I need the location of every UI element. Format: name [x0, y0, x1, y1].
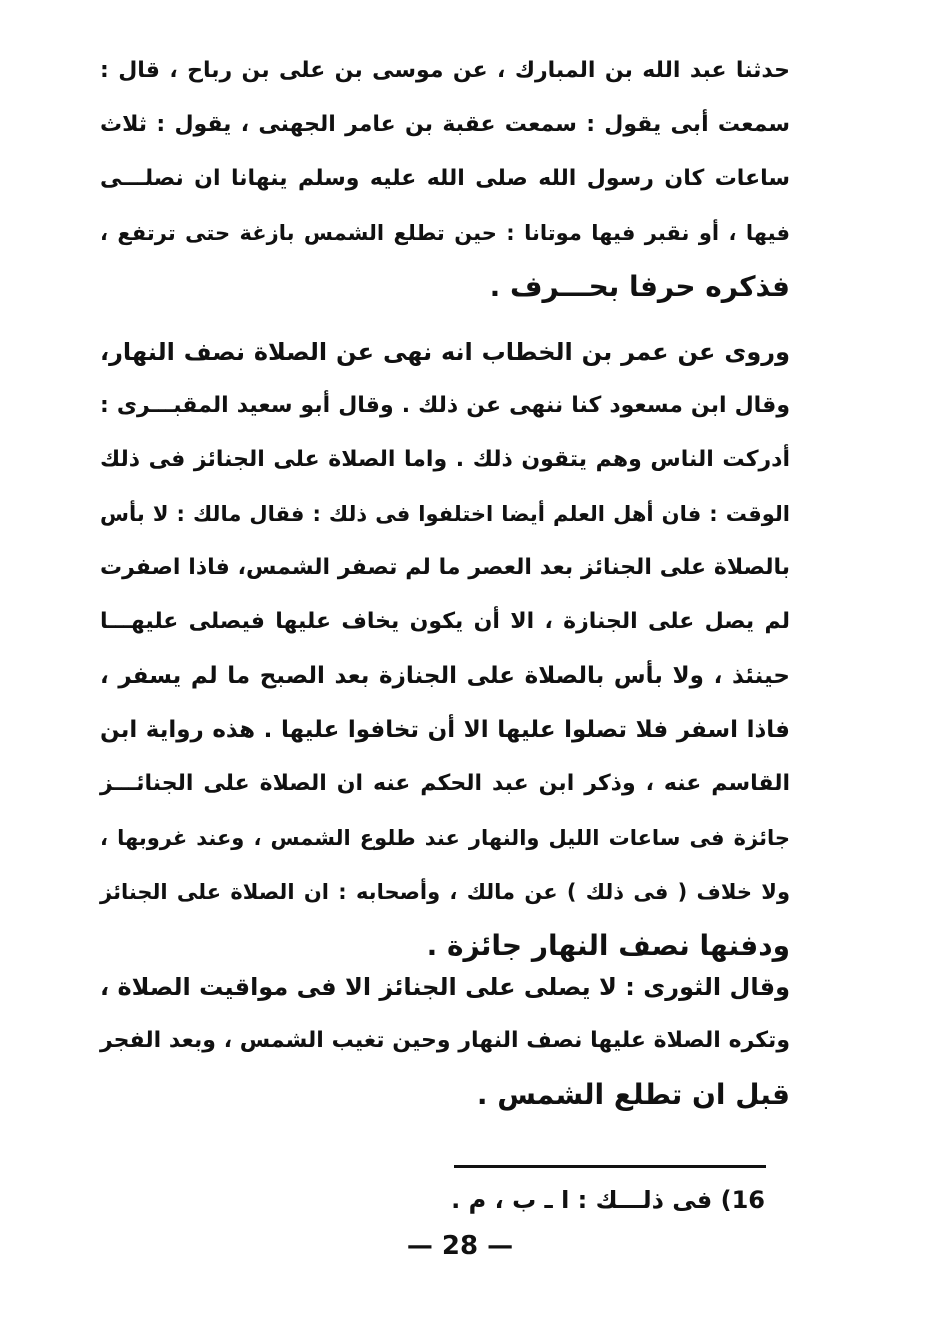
text-line: حينئذ ، ولا بأس بالصلاة على الجنازة بعد الصبح ما لم يسفر ، — [100, 663, 790, 689]
paragraph-2 — [100, 325, 790, 973]
paragraph-1 — [100, 44, 790, 314]
text-line: وقال ابن مسعود كنا ننهى عن ذلك . وقال أبو سعيد المقبـــرى : — [100, 393, 790, 418]
text-line: فيها ، أو نقبر فيها موتانا : حين تطلع الشمس بازغة حتى ترتفع ، — [100, 221, 790, 245]
text-line: لم يصل على الجنازة ، الا أن يكون يخاف عليها فيصلى عليهـــا — [100, 609, 790, 634]
text-line: وتكره الصلاة عليها نصف النهار وحين تغيب الشمس ، وبعد الفجر — [100, 1028, 790, 1053]
text-line: ولا خلاف ( فى ذلك ) عن مالك ، وأصحابه : ان الصلاة على الجنائز — [100, 880, 790, 904]
text-line: بالصلاة على الجنائز بعد العصر ما لم تصفر الشمس، فاذا اصفرت — [100, 555, 790, 580]
text-line: ساعات كان رسول الله صلى الله عليه وسلم ينهانا ان نصلـــى — [100, 166, 790, 191]
text-line: جائزة فى ساعات الليل والنهار عند طلوع الشمس ، وعند غروبها ، — [100, 826, 790, 850]
text-line: سمعت أبى يقول : سمعت عقبة بن عامر الجهنى ، يقول : ثلاث — [100, 112, 790, 137]
text-line: وروى عن عمر بن الخطاب انه نهى عن الصلاة نصف النهار، — [100, 338, 790, 366]
text-line: ودفنها نصف النهار جائزة . — [426, 929, 790, 962]
paragraph-3 — [100, 960, 790, 1122]
text-line: حدثنا عبد الله بن المبارك ، عن موسى بن على بن رباح ، قال : — [100, 58, 790, 83]
text-line: الوقت : فان أهل العلم أيضا اختلفوا فى ذلك : فقال مالك : لا بأس — [100, 502, 790, 526]
text-line: فذكره حرفا بحـــرف . — [489, 270, 790, 303]
text-line: أدركت الناس وهم يتقون ذلك . واما الصلاة على الجنائز فى ذلك — [100, 447, 790, 472]
footnote-divider — [454, 1165, 766, 1168]
text-line: قبل ان تطلع الشمس . — [476, 1078, 790, 1111]
footnote: 16) فى ذلـــك : ا ـ ب ، م . — [451, 1186, 765, 1214]
text-line: فاذا اسفر فلا تصلوا عليها الا أن تخافوا عليها . هذه رواية ابن — [100, 717, 790, 743]
text-line: وقال الثورى : لا يصلى على الجنائز الا فى مواقيت الصلاة ، — [100, 973, 790, 1001]
page-number: — 28 — — [406, 1231, 514, 1261]
text-line: القاسم عنه ، وذكر ابن عبد الحكم عنه ان الصلاة على الجنائـــز — [100, 771, 790, 796]
